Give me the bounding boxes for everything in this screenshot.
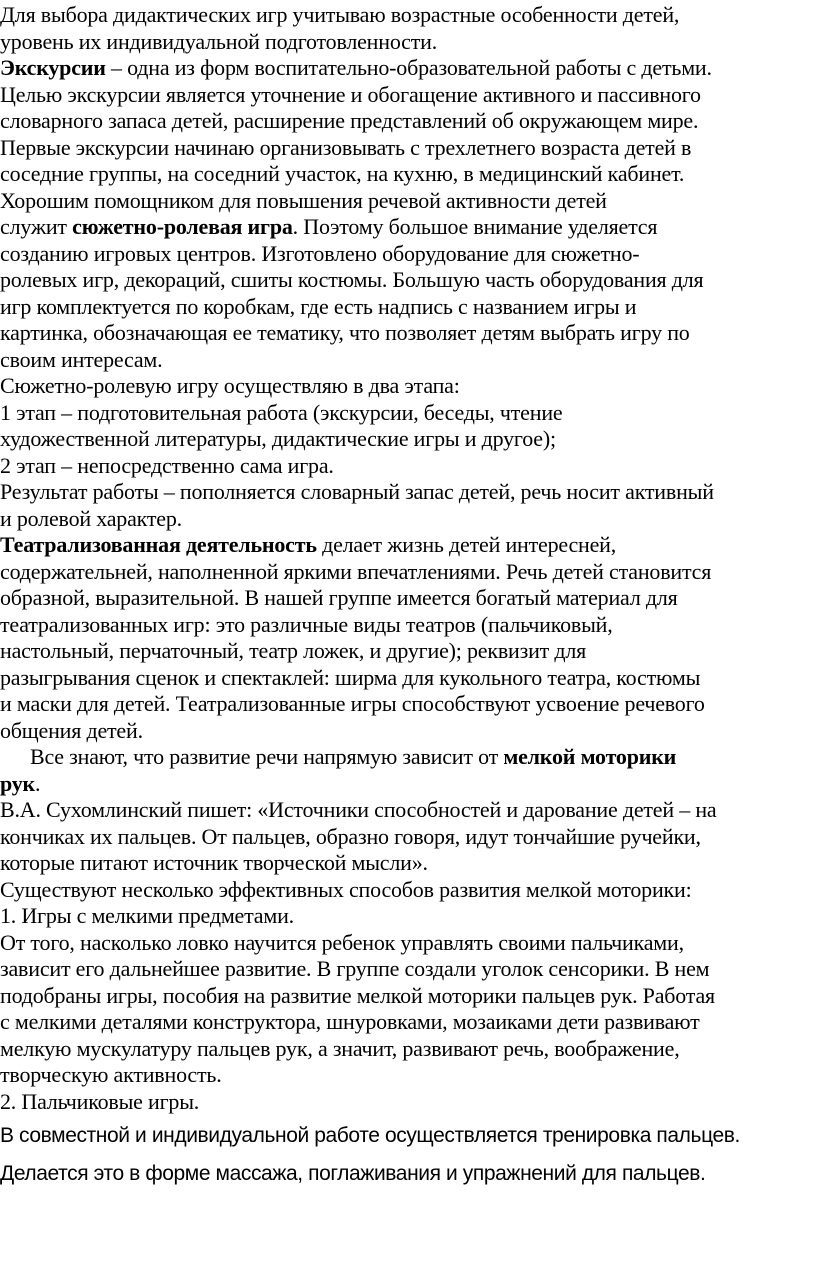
text-line: образной, выразительной. В нашей группе имеется богатый материал для	[0, 585, 678, 610]
text-line: 1 этап – подготовительная работа (экскурсии, беседы, чтение	[0, 399, 563, 425]
text-line: Существуют несколько эффективных способов развития мелкой моторики:	[0, 876, 692, 902]
text-line: 1. Игры с мелкими предметами.	[0, 903, 294, 928]
text-line: и маски для детей. Театрализованные игры способствуют усвоение речевого	[0, 691, 705, 716]
text-line	[0, 771, 812, 798]
text-line: общения детей.	[0, 717, 143, 743]
text-line: Сюжетно-ролевую игру осуществляю в два этапа:	[0, 373, 460, 398]
text-line: настольный, перчаточный, театр ложек, и другие); реквизит для	[0, 638, 587, 663]
text-line: От того, насколько ловко научится ребенок управлять своими пальчиками,	[0, 929, 684, 955]
bold-term-fine-motor: мелкой моторики	[503, 744, 677, 769]
text-line: разыгрывания сценок и спектаклей: ширма для кукольного театра, костюмы	[0, 664, 701, 690]
text-line: Первые экскурсии начинаю организовывать с трехлетнего возраста детей в	[0, 134, 692, 160]
text-span: – одна из форм воспитательно-образовательной работы с детьми.	[105, 55, 712, 80]
text-line: мелкую мускулатуру пальцев рук, а значит, развивают речь, воображение,	[0, 1035, 680, 1061]
text-line	[0, 55, 812, 82]
text-line	[0, 532, 812, 559]
bold-term-hands: рук	[0, 770, 36, 796]
text-line: В совместной и индивидуальной работе осуществляется тренировка пальцев.	[0, 1124, 740, 1147]
text-line: с мелкими деталями конструктора, шнуровками, мозаиками дети развивают	[0, 1009, 700, 1034]
text-line: В.А. Сухомлинский пишет: «Источники способностей и дарование детей – на	[0, 797, 717, 822]
bold-term-theatre: Театрализованная деятельность	[0, 532, 317, 557]
text-line: и ролевой характер.	[0, 505, 182, 531]
text-line: уровень их индивидуальной подготовленности.	[0, 28, 438, 54]
text-line: содержательней, наполненной яркими впечатлениями. Речь детей становится	[0, 558, 712, 584]
text-line: Результат работы – пополняется словарный запас детей, речь носит активный	[0, 479, 714, 504]
text-line: художественной литературы, дидактические игры и другое);	[0, 426, 556, 451]
text-line: созданию игровых центров. Изготовлено оборудование для сюжетно-	[0, 240, 640, 266]
text-line: подобраны игры, пособия на развитие мелкой моторики пальцев рук. Работая	[0, 982, 715, 1008]
text-line: Целью экскурсии является уточнение и обогащение активного и пассивного	[0, 81, 701, 107]
text-line: Для выбора дидактических игр учитываю возрастные особенности детей,	[0, 2, 680, 27]
text-span: служит	[0, 214, 73, 239]
text-line: словарного запаса детей, расширение представлений об окружающем мире.	[0, 108, 699, 133]
text-line: Делается это в форме массажа, поглаживания и упражнений для пальцев.	[0, 1162, 706, 1185]
text-line: 2 этап – непосредственно сама игра.	[0, 452, 334, 478]
text-span: . Поэтому большое внимание уделяется	[292, 214, 658, 239]
text-line	[0, 214, 812, 241]
text-line: соседние группы, на соседний участок, на кухню, в медицинский кабинет.	[0, 161, 685, 186]
text-line: театрализованных игр: это различные виды театров (пальчиковый,	[0, 611, 613, 637]
text-span: Все знают, что развитие речи напрямую зависит от	[30, 744, 504, 769]
text-line: зависит его дальнейшее развитие. В группе создали уголок сенсорики. В нем	[0, 956, 710, 981]
text-line: своим интересам.	[0, 346, 163, 372]
text-span: .	[35, 770, 41, 796]
text-line: которые питают источник творческой мысли».	[0, 850, 428, 875]
bold-term-role-play: сюжетно-ролевая игра	[72, 214, 293, 239]
text-span: делает жизнь детей интересней,	[316, 532, 617, 557]
text-line: картинка, обозначающая ее тематику, что позволяет детям выбрать игру по	[0, 320, 690, 345]
bold-term-excursions: Экскурсии	[0, 55, 106, 80]
text-line	[0, 744, 812, 771]
text-line: 2. Пальчиковые игры.	[0, 1088, 200, 1114]
text-line: игр комплектуется по коробкам, где есть надпись с названием игры и	[0, 293, 637, 319]
text-line: Хорошим помощником для повышения речевой активности детей	[0, 187, 607, 213]
text-line: творческую активность.	[0, 1062, 222, 1087]
text-line: ролевых игр, декораций, сшиты костюмы. Большую часть оборудования для	[0, 267, 704, 292]
text-line: кончиках их пальцев. От пальцев, образно говоря, идут тончайшие ручейки,	[0, 823, 701, 849]
